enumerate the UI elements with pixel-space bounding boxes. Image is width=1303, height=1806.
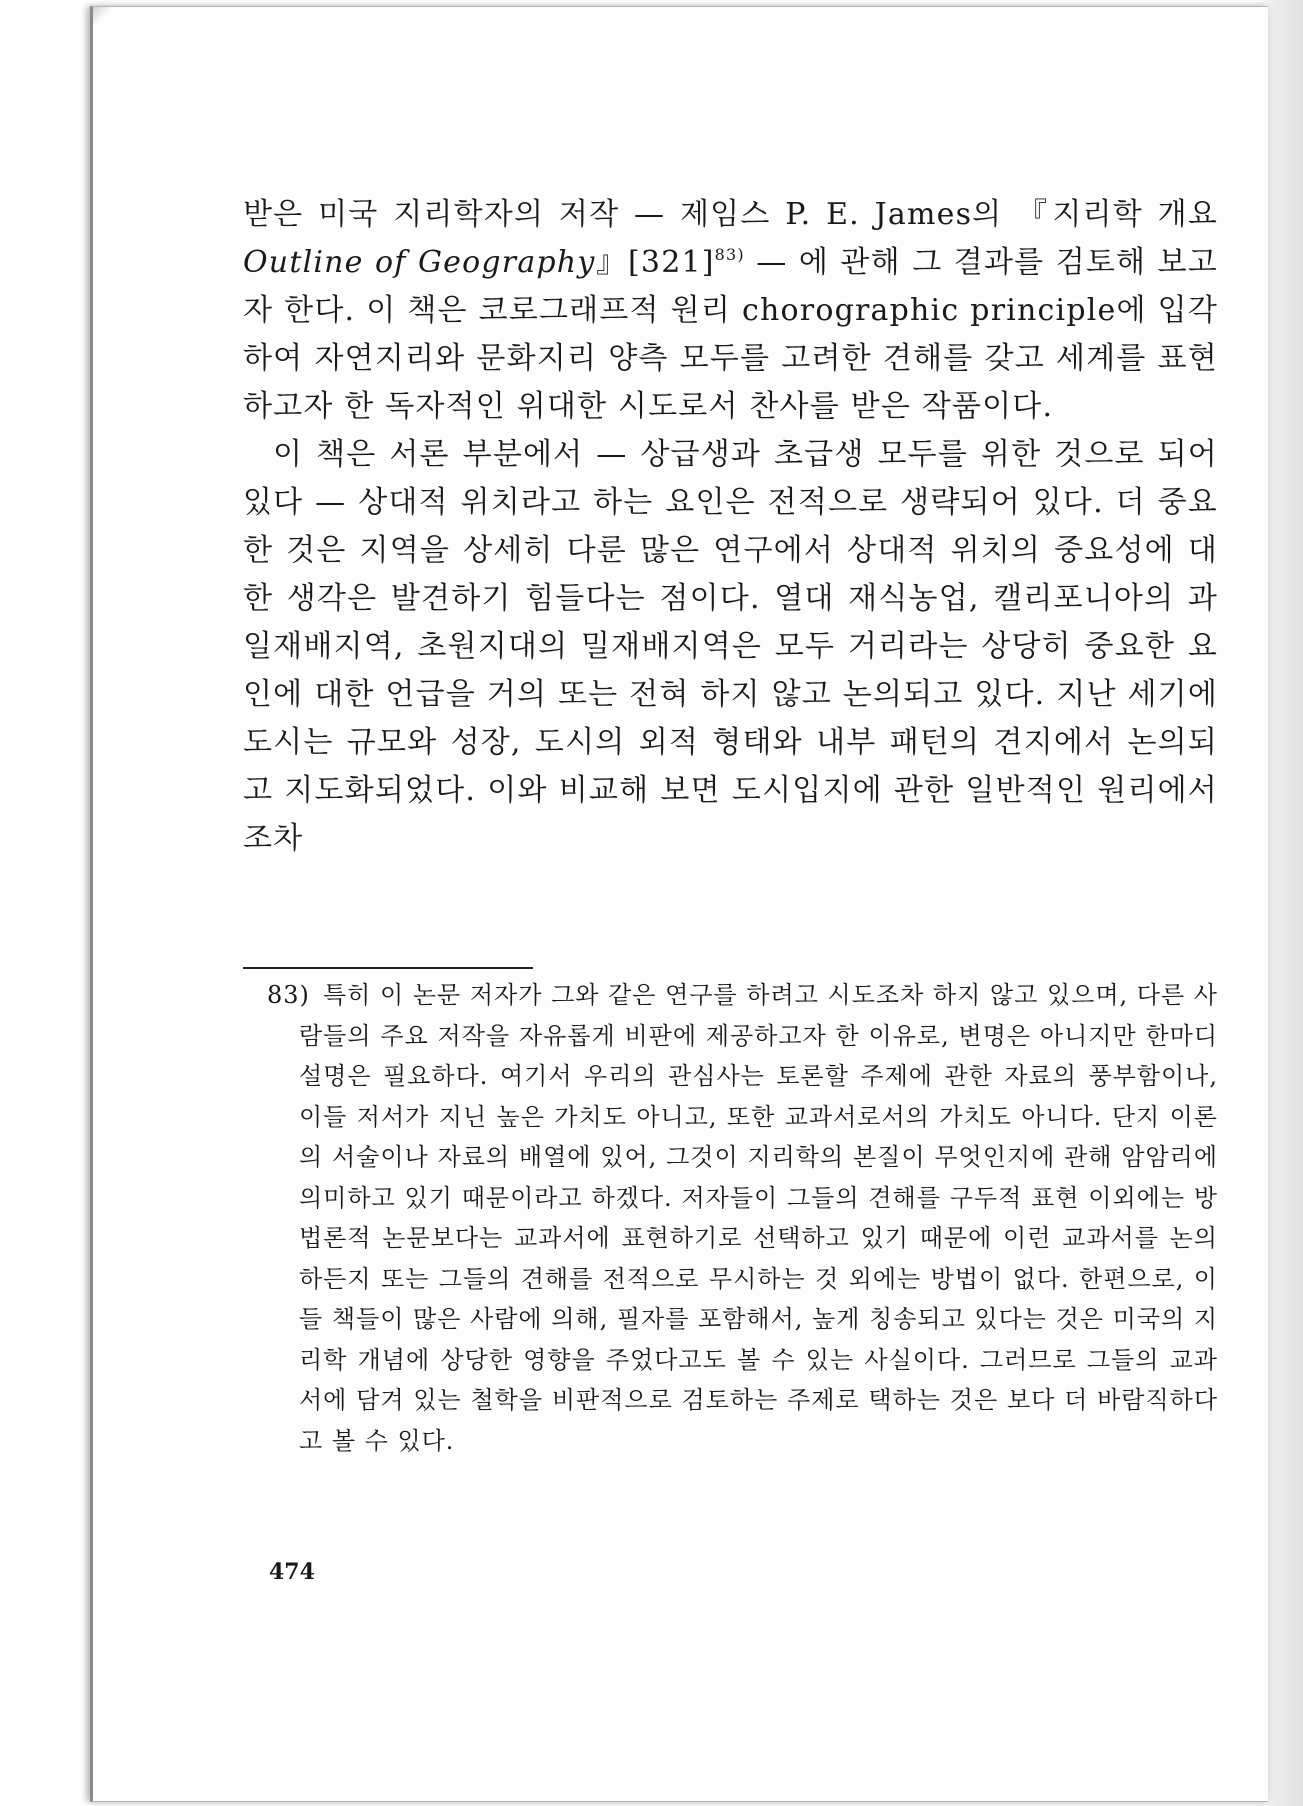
paragraph-1-end: — 에 관해 그 결과를 검토해 보고자 한다. 이 책은 코로그래프적 원리 chorographic principle에 입각하여 자연지리와 문화지리 양측 모두를 고려한 견해를 갖고 세계를 표현하고자 한 독자적인 위대한 시도로서 찬사를 받은 작품이다. <box>243 245 1218 424</box>
book-page <box>90 6 1268 1802</box>
footnote-reference: 83) <box>714 245 745 264</box>
page-corner <box>93 7 111 25</box>
footnote-number: 83) <box>267 981 310 1009</box>
paragraph-1-after-title: 』[321] <box>595 245 715 280</box>
main-text <box>243 191 1218 863</box>
footnote-divider <box>243 967 533 969</box>
book-title: Outline of Geography <box>243 245 596 280</box>
paragraph-1-start: 받은 미국 지리학자의 저작 — 제임스 P. E. James의 『지리학 개요 <box>243 197 1218 232</box>
footnote-83 <box>243 975 1218 1461</box>
paragraph-2: 이 책은 서론 부분에서 — 상급생과 초급생 모두를 위한 것으로 되어 있다 — 상대적 위치라고 하는 요인은 전적으로 생략되어 있다. 더 중요한 것은 지역을 상세히 다룬 많은 연구에서 상대적 위치의 중요성에 대한 생각은 발견하기 힘들다는 점이다. 열대 재식농업, 캘리포니아의 과일재배지역, 초원지대의 밀재배지역은 모두 거리라는 상당히 중요한 요인에 대한 언급을 거의 또는 전혀 하지 않고 논의되고 있다. 지난 세기에 도시는 규모와 성장, 도시의 외적 형태와 내부 패턴의 견지에서 논의되고 지도화되었다. 이와 비교해 보면 도시입지에 관한 일반적인 원리에서조차 <box>243 437 1218 856</box>
footnote-text: 특히 이 논문 저자가 그와 같은 연구를 하려고 시도조차 하지 않고 있으며, 다른 사람들의 주요 저작을 자유롭게 비판에 제공하고자 한 이유로, 변명은 아니지만 한마디 설명은 필요하다. 여기서 우리의 관심사는 토론할 주제에 관한 자료의 풍부함이나, 이들 저서가 지닌 높은 가치도 아니고, 또한 교과서로서의 가치도 아니다. 단지 이론의 서술이나 자료의 배열에 있어, 그것이 지리학의 본질이 무엇인지에 관해 암암리에 의미하고 있기 때문이라고 하겠다. 저자들이 그들의 견해를 구두적 표현 이외에는 방법론적 논문보다는 교과서에 표현하기로 선택하고 있기 때문에 이런 교과서를 논의하든지 또는 그들의 견해를 전적으로 무시하는 것 외에는 방법이 없다. 한편으로, 이들 책들이 많은 사람에 의해, 필자를 포함해서, 높게 칭송되고 있다는 것은 미국의 지리학 개념에 상당한 영향을 주었다고도 볼 수 있는 사실이다. 그러므로 그들의 교과서에 담겨 있는 철학을 비판적으로 검토하는 주제로 택하는 것은 보다 더 바람직하다고 볼 수 있다. <box>299 981 1218 1455</box>
paragraph-1 <box>243 191 1218 431</box>
page-number: 474 <box>269 1559 315 1585</box>
